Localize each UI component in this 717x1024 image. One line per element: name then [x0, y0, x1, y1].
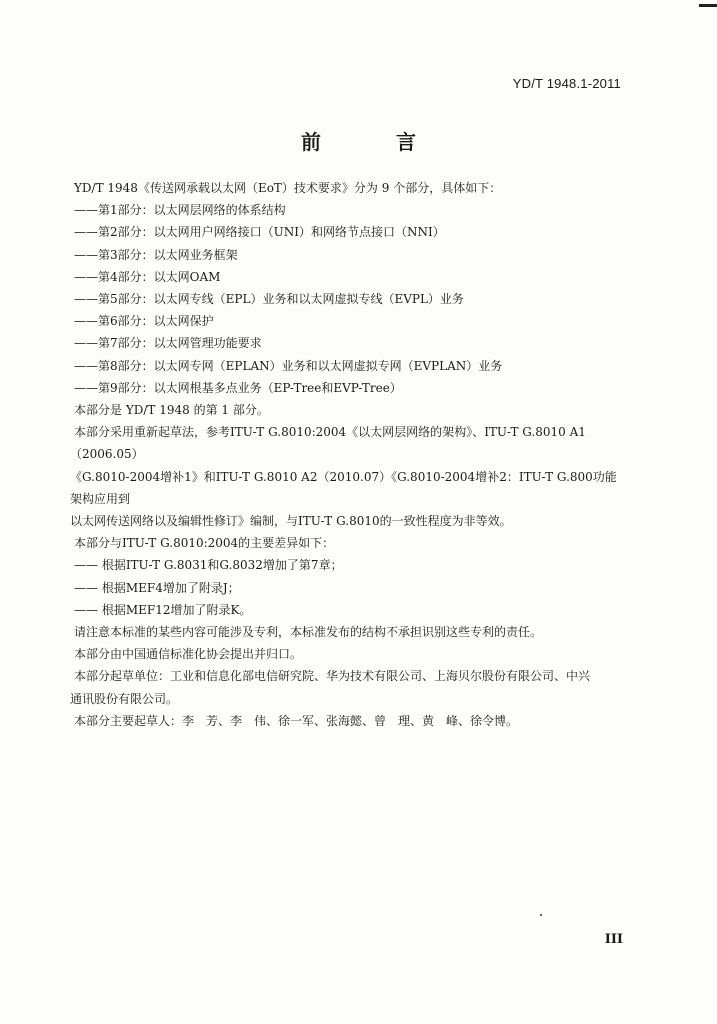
standard-code: YD/T 1948.1-2011 [512, 76, 621, 91]
method-line: 以太网传送网络以及编辑性修订》编制，与ITU-T G.8010的一致性程度为非等效。 [70, 514, 512, 529]
this-part-paragraph: 本部分是 YD/T 1948 的第 1 部分。 [74, 403, 269, 418]
diff-list-item: —— 根据MEF4增加了附录J； [74, 580, 240, 595]
part-list-item: ——第1部分：以太网层网络的体系结构 [74, 203, 286, 218]
part-list-item: ——第2部分：以太网用户网络接口（UNI）和网络节点接口（NNI） [74, 225, 445, 240]
intro-paragraph: YD/T 1948《传送网承载以太网（EoT）技术要求》分为 9 个部分，具体如下： [74, 181, 502, 195]
part-list-item: ——第7部分：以太网管理功能要求 [74, 336, 262, 351]
part-list-item: ——第6部分：以太网保护 [74, 314, 214, 329]
method-line: 本部分采用重新起草法，参考ITU-T G.8010:2004《以太网层网络的架构》、ITU-T G.8010 A1（2006.05） [70, 425, 586, 462]
part-list-item: ——第5部分：以太网专线（EPL）业务和以太网虚拟专线（EVPL）业务 [74, 292, 464, 307]
patent-note: 请注意本标准的某些内容可能涉及专利，本标准发布的结构不承担识别这些专利的责任。 [74, 625, 543, 640]
method-line: 《G.8010-2004增补1》和ITU-T G.8010 A2（2010.07）《G.8010-2004增补2：ITU-T G.800功能架构应用到 [70, 469, 617, 506]
page-number: III [604, 932, 623, 947]
diff-list-item: —— 根据MEF12增加了附录K。 [74, 602, 252, 617]
scan-mark [699, 4, 717, 7]
page-title: 前 言 [301, 130, 450, 154]
drafting-units-line: 通讯股份有限公司。 [70, 691, 179, 706]
diff-list-item: —— 根据ITU-T G.8031和G.8032增加了第7章； [74, 558, 343, 573]
proposer-paragraph: 本部分由中国通信标准化协会提出并归口。 [74, 647, 303, 662]
scan-speck [540, 914, 542, 916]
part-list-item: ——第9部分：以太网根基多点业务（EP-Tree和EVP-Tree） [74, 380, 402, 395]
foreword-body [70, 177, 628, 732]
part-list-item: ——第4部分：以太网OAM [74, 269, 221, 284]
part-list-item: ——第3部分：以太网业务框架 [74, 247, 238, 262]
part-list-item: ——第8部分：以太网专网（EPLAN）业务和以太网虚拟专网（EVPLAN）业务 [74, 358, 503, 373]
drafters-paragraph: 本部分主要起草人：李 芳、李 伟、徐一军、张海懿、曾 理、黄 峰、徐令博。 [74, 713, 519, 728]
diff-intro: 本部分与ITU-T G.8010:2004的主要差异如下： [74, 536, 335, 551]
drafting-units-line: 本部分起草单位：工业和信息化部电信研究院、华为技术有限公司、上海贝尔股份有限公司、中兴 [74, 669, 591, 684]
